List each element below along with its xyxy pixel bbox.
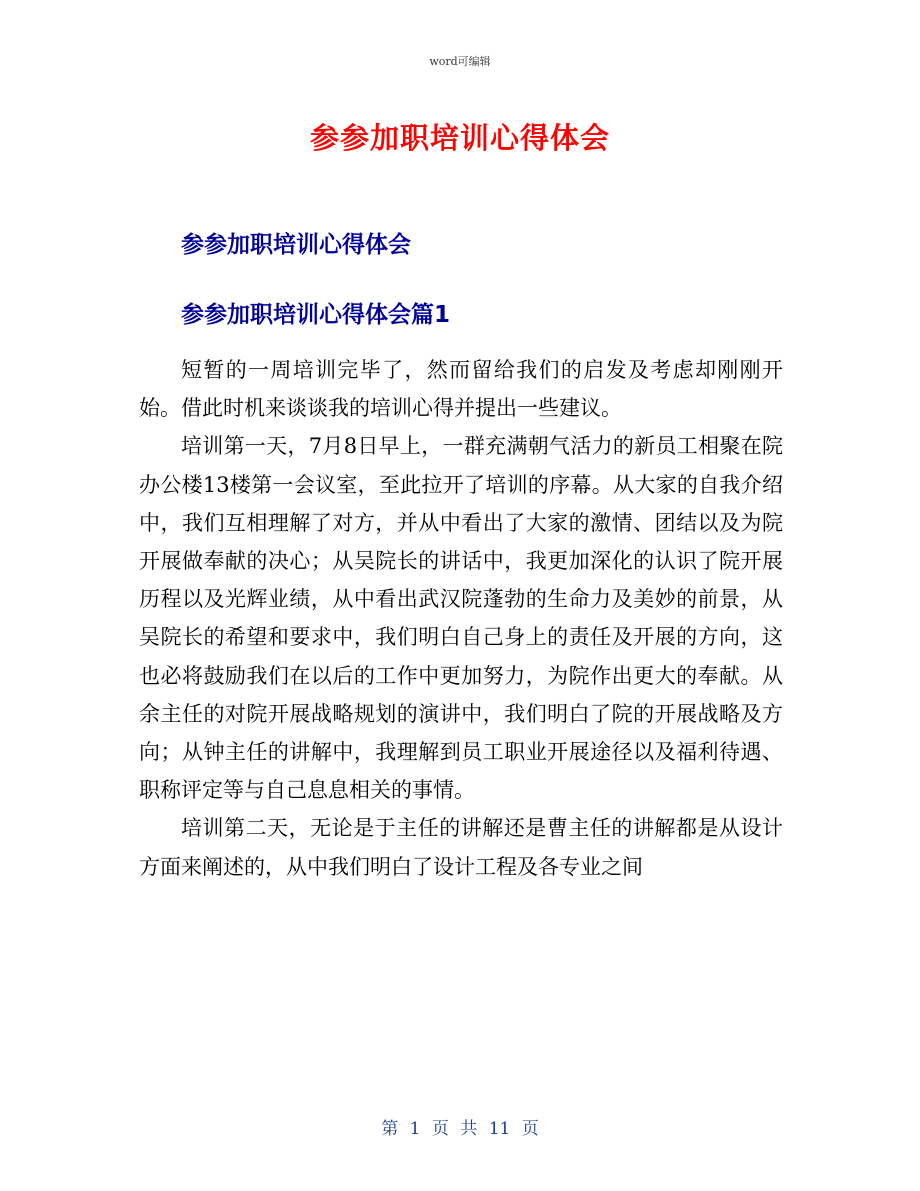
header-note: word可编辑 [429, 55, 491, 68]
section-heading: 参参加职培训心得体会篇1 [181, 302, 451, 328]
paragraph-1: 短暂的一周培训完毕了，然而留给我们的启发及考虑却刚刚开始。借此时机来谈谈我的培训心得并提出一些建议。 [139, 358, 783, 421]
document-title: 参参加职培训心得体会 [309, 121, 610, 155]
document-subtitle: 参参加职培训心得体会 [181, 232, 411, 258]
page-number-footer: 第 1 页 共 11 页 [381, 1119, 539, 1139]
paragraph-2: 培训第一天，7月8日早上，一群充满朝气活力的新员工相聚在院办公楼13楼第一会议室，至此拉开了培训的序幕。从大家的自我介绍中，我们互相理解了对方，并从中看出了大家的激情、团结以及为院开展做奉献的决心；从吴院长的讲话中，我更加深化的认识了院开展历程以及光辉业绩，从中看出武汉院蓬勃的生命力及美妙的前景，从吴院长的希望和要求中，我们明白自己身上的责任及开展的方向，这也必将鼓励我们在以后的工作中更加努力，为院作出更大的奉献。从余主任的对院开展战略规划的演讲中，我们明白了院的开展战略及方向；从钟主任的讲解中，我理解到员工职业开展途径以及福利待遇、职称评定等与自己息息相关的事情。 [139, 434, 783, 803]
paragraph-3: 培训第二天，无论是于主任的讲解还是曹主任的讲解都是从设计方面来阐述的，从中我们明白了设计工程及各专业之间 [139, 816, 783, 879]
body-text [139, 351, 783, 886]
